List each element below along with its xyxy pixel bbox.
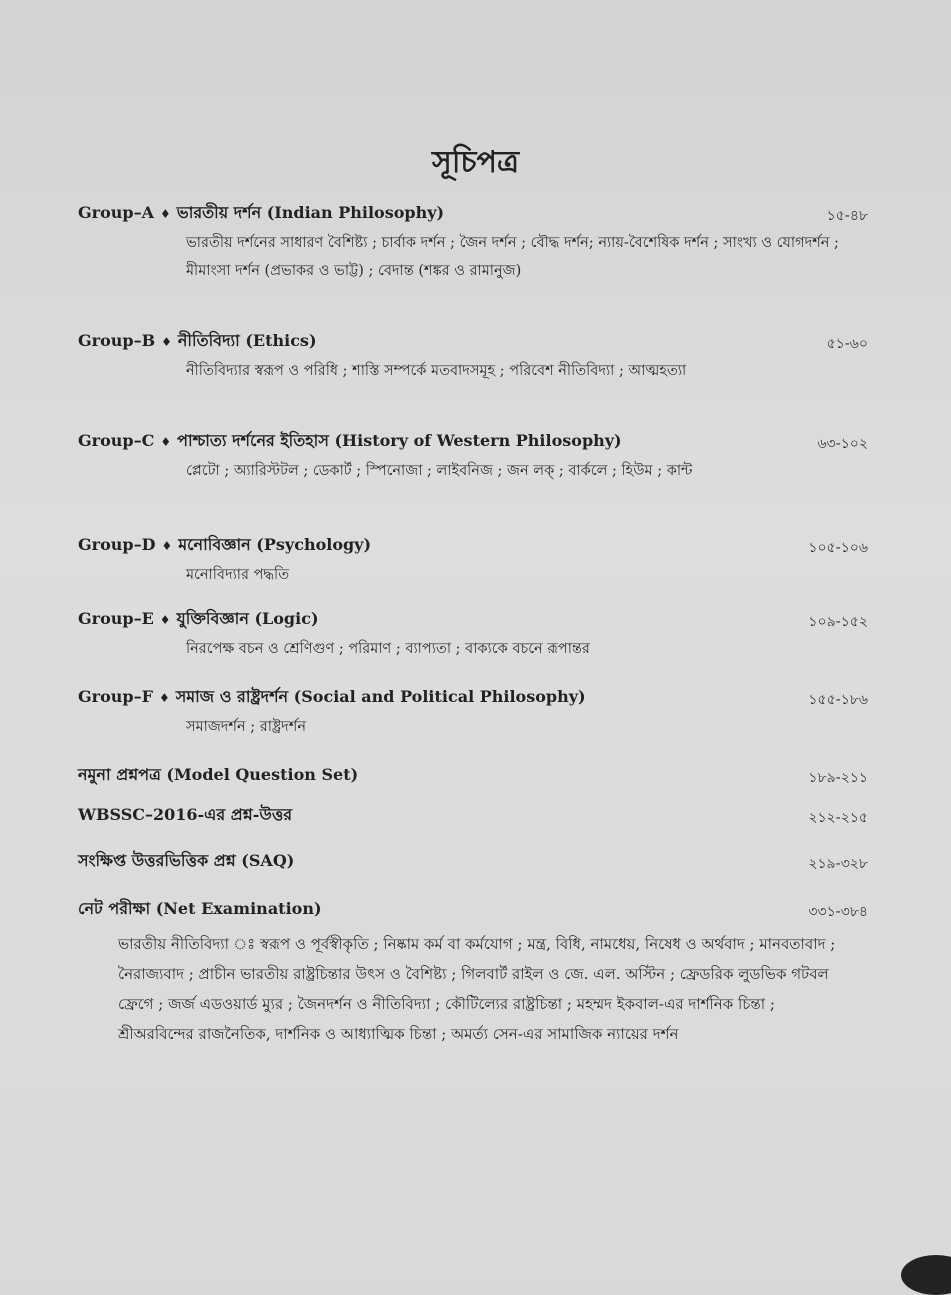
bullet-icon: ♦ <box>158 691 170 705</box>
group-label: Group–F <box>78 687 153 706</box>
entry-topics: প্লেটো ; অ্যারিস্টটল ; ডেকার্ট ; স্পিনোজা ; লাইবনিজ ; জন লক্‌ ; বার্কলে ; হিউম ; কান্ট <box>186 463 693 479</box>
page-range: ২১২-২১৫ <box>808 810 868 826</box>
entry-heading: সংক্ষিপ্ত উত্তরভিত্তিক প্রশ্ন (SAQ) <box>78 851 295 870</box>
bullet-icon: ♦ <box>161 539 173 553</box>
page-range: ৬৩-১০২ <box>817 436 868 452</box>
page-range: ১৫-৪৮ <box>826 208 868 224</box>
entry-heading: ভারতীয় দর্শন (Indian Philosophy) <box>176 203 445 222</box>
page-range: ১৫৫-১৮৬ <box>808 692 868 708</box>
entry-heading: পাশ্চাত্য দর্শনের ইতিহাস (History of Western Philosophy) <box>177 431 622 450</box>
entry-topics: ভারতীয় নীতিবিদ্যা ঃ স্বরূপ ও পূর্বস্বীকৃতি ; নিষ্কাম কর্ম বা কর্মযোগ ; মন্ত্র, বিধি, নামধেয়, নিষেধ ও অর্থবাদ ; মানবতাবাদ ; নৈরাজ্যবাদ ; প্রাচীন ভারতীয় রাষ্ট্রচিন্তার উৎস ও বৈশিষ্ট্য ; গিলবার্ট রাইল ও জে. এল. অস্টিন ; ফ্রেডরিক লুডভিক গটবল ফ্রেগে ; জর্জ এডওয়ার্ড ম্যুর ; জৈনদর্শন ও নীতিবিদ্যা ; কৌটিল্যের রাষ্ট্রচিন্তা ; মহম্মদ ইকবাল-এর দার্শনিক চিন্তা ; শ্রীঅরবিন্দের রাজনৈতিক, দার্শনিক ও আধ্যাত্মিক চিন্তা ; অমর্ত্য সেন-এর সামাজিক ন্যায়ের দর্শন <box>118 935 836 1043</box>
entry-heading: মনোবিজ্ঞান (Psychology) <box>178 535 372 554</box>
page-title: সূচিপত্র <box>432 145 519 180</box>
entry-topics: ভারতীয় দর্শনের সাধারণ বৈশিষ্ট্য ; চার্বাক দর্শন ; জৈন দর্শন ; বৌদ্ধ দর্শন; ন্যায়-বৈশেষিক দর্শন ; সাংখ্য ও যোগদর্শন ; মীমাংসা দর্শন (প্রভাকর ও ভাট্ট) ; বেদান্ত (শঙ্কর ও রামানুজ) <box>186 235 839 279</box>
entry-heading: সমাজ ও রাষ্ট্রদর্শন (Social and Political Philosophy) <box>175 687 586 706</box>
toc-entry-saq <box>78 848 868 875</box>
entry-topics: সমাজদর্শন ; রাষ্ট্রদর্শন <box>186 719 307 735</box>
entry-heading: নেট পরীক্ষা (Net Examination) <box>78 899 322 918</box>
page-range: ৩৩১-৩৮৪ <box>808 904 868 920</box>
toc-entry-group-b <box>78 328 868 385</box>
group-label: Group–D <box>78 535 156 554</box>
toc-entry-wbssc <box>78 802 868 829</box>
bullet-icon: ♦ <box>159 613 171 627</box>
group-label: Group–E <box>78 609 154 628</box>
entry-heading: WBSSC–2016-এর প্রশ্ন-উত্তর <box>78 805 293 824</box>
toc-entry-group-c <box>78 428 868 485</box>
page-edge-shadow <box>901 1255 951 1295</box>
group-label: Group–A <box>78 203 154 222</box>
bullet-icon: ♦ <box>161 335 172 349</box>
bullet-icon: ♦ <box>160 435 172 449</box>
group-label: Group–B <box>78 331 156 350</box>
toc-entry-net <box>78 896 868 1049</box>
bullet-icon: ♦ <box>160 207 171 221</box>
toc-entry-group-e <box>78 606 868 663</box>
toc-entry-model-question <box>78 762 868 789</box>
entry-topics: নীতিবিদ্যার স্বরূপ ও পরিধি ; শাস্তি সম্পর্কে মতবাদসমূহ ; পরিবেশ নীতিবিদ্যা ; আত্মহত্যা <box>186 363 687 379</box>
entry-topics: মনোবিদ্যার পদ্ধতি <box>186 567 290 583</box>
group-label: Group–C <box>78 431 155 450</box>
entry-heading: নমুনা প্রশ্নপত্র (Model Question Set) <box>78 765 359 784</box>
toc-entry-group-f <box>78 684 868 741</box>
entry-heading: নীতিবিদ্যা (Ethics) <box>177 331 317 350</box>
page-range: ৫১-৬০ <box>826 336 868 352</box>
page-range: ১০৫-১০৬ <box>808 540 868 556</box>
page-range: ২১৯-৩২৮ <box>808 856 868 872</box>
page-range: ১৮৯-২১১ <box>808 770 868 786</box>
entry-topics: নিরপেক্ষ বচন ও শ্রেণিগুণ ; পরিমাণ ; ব্যাপ্যতা ; বাক্যকে বচনে রূপান্তর <box>186 641 590 657</box>
toc-entry-group-a <box>78 200 868 285</box>
page-range: ১০৯-১৫২ <box>808 614 868 630</box>
entry-heading: যুক্তিবিজ্ঞান (Logic) <box>176 609 319 628</box>
toc-entry-group-d <box>78 532 868 589</box>
